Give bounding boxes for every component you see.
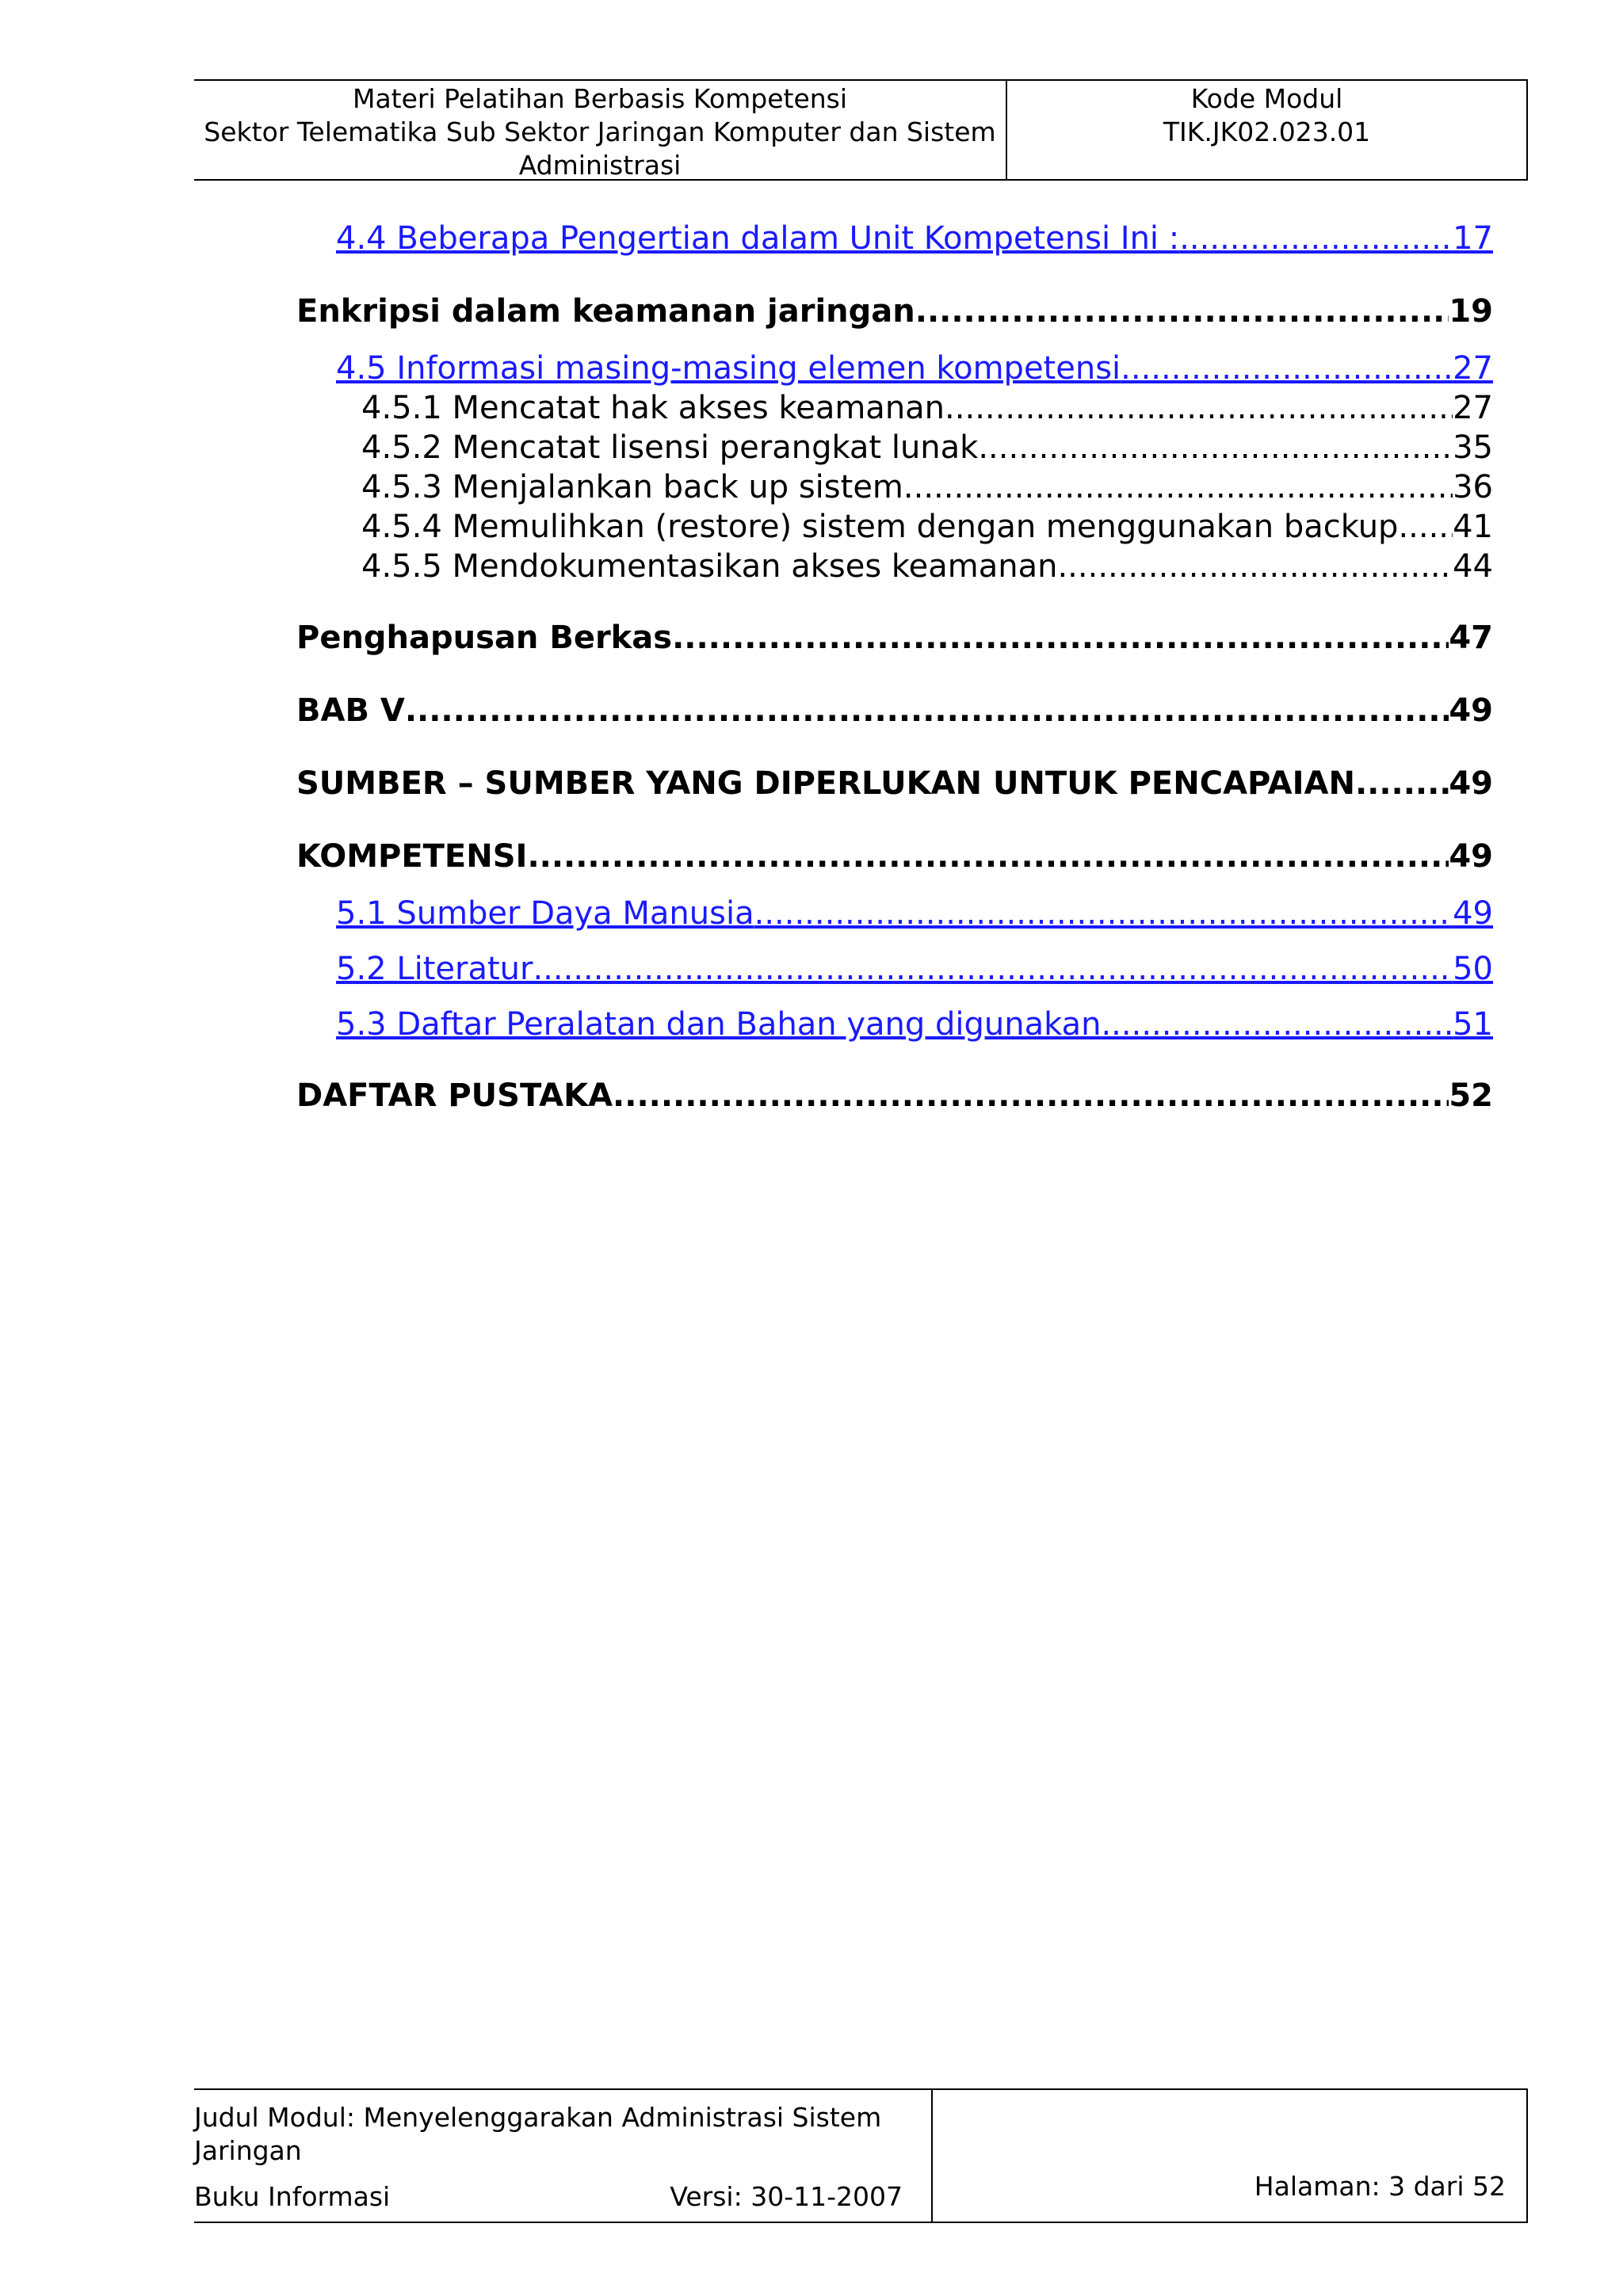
toc-entry-4-5-1: 4.5.1 Mencatat hak akses keamanan ..... 27 — [361, 390, 1493, 426]
version-label: Versi: 30-11-2007 — [670, 2181, 903, 2212]
header-line-1: Materi Pelatihan Berbasis Kompetensi — [352, 83, 848, 114]
module-code-label: Kode Modul — [1190, 83, 1343, 114]
toc-entry-5-2[interactable]: 5.2 Literatur ..... 50 — [328, 951, 1493, 987]
toc-entry-penghapusan: Penghapusan Berkas ..... 47 — [296, 620, 1493, 656]
toc-entry-4-5-5: 4.5.5 Mendokumentasikan akses keamanan ..... 44 — [361, 548, 1493, 585]
footer-left-cell — [194, 2090, 933, 2222]
toc-entry-4-4[interactable]: 4.4 Beberapa Pengertian dalam Unit Kompetensi Ini : ..... 17 — [328, 220, 1493, 257]
header-line-3: Administrasi — [518, 150, 682, 181]
toc-entry-kompetensi: KOMPETENSI ..... 49 — [296, 838, 1493, 875]
toc-entry-4-5-2: 4.5.2 Mencatat lisensi perangkat lunak ..... 35 — [361, 429, 1493, 466]
module-code-value: TIK.JK02.023.01 — [1163, 116, 1371, 147]
page-header — [194, 79, 1528, 181]
toc-entry-4-5-3: 4.5.3 Menjalankan back up sistem ..... 36 — [361, 469, 1493, 505]
header-left-cell — [194, 81, 1007, 179]
toc-entry-5-1[interactable]: 5.1 Sumber Daya Manusia ..... 49 — [328, 895, 1493, 932]
page-number: Halaman: 3 dari 52 — [1254, 2171, 1506, 2202]
module-title: Judul Modul: Menyelenggarakan Administrasi Sistem Jaringan — [194, 2102, 882, 2166]
toc-entry-4-5-4: 4.5.4 Memulihkan (restore) sistem dengan menggunakan backup ..... 41 — [361, 509, 1493, 545]
page-footer — [194, 2088, 1528, 2223]
header-right-cell — [1007, 81, 1526, 179]
toc-entry-enkripsi: Enkripsi dalam keamanan jaringan ..... 19 — [296, 293, 1493, 330]
toc-entry-4-5[interactable]: 4.5 Informasi masing-masing elemen kompetensi ..... 27 — [328, 350, 1493, 387]
header-line-2: Sektor Telematika Sub Sektor Jaringan Komputer dan Sistem — [204, 116, 996, 147]
toc-entry-5-3[interactable]: 5.3 Daftar Peralatan dan Bahan yang digunakan ..... 51 — [328, 1006, 1493, 1043]
toc-entry-bab-v: BAB V ..... 49 — [296, 692, 1493, 729]
footer-right-cell — [933, 2090, 1526, 2222]
book-type: Buku Informasi — [194, 2181, 391, 2212]
toc-entry-daftar-pustaka: DAFTAR PUSTAKA ..... 52 — [296, 1077, 1493, 1114]
toc-entry-sumber: SUMBER – SUMBER YANG DIPERLUKAN UNTUK PENCAPAIAN ..... 49 — [296, 765, 1493, 802]
